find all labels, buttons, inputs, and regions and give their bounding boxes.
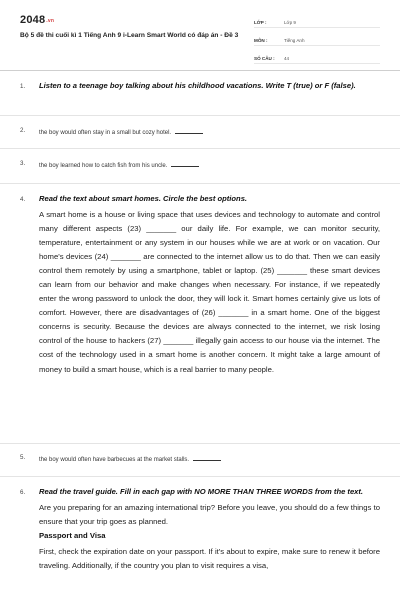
section-heading: Passport and Visa [39,530,106,540]
meta-label: MÔN : [254,38,268,43]
divider [0,148,400,149]
logo-text: 2048 [20,14,46,26]
question-title: Read the text about smart homes. Circle the best options. [39,194,248,203]
site-logo[interactable] [20,14,54,26]
meta-label: LỚP : [254,20,267,25]
question-text: the boy would often stay in a small but cozy hotel. [39,130,172,136]
document-title: Bộ 5 đề thi cuối kì 1 Tiếng Anh 9 i-Learn Smart World có đáp án - Đề 3 [20,32,239,39]
question-5 [20,454,380,465]
question-number: 4. [20,196,26,203]
divider [0,443,400,444]
answer-blank[interactable] [175,127,203,134]
question-number: 6. [20,489,26,496]
divider [0,115,400,116]
answer-blank[interactable] [193,454,221,461]
guide-intro: Are you preparing for an amazing international trip? Before you leave, you should do a few things to ensure that your trip goes as planned. [39,502,380,526]
meta-label: SỐ CÂU : [254,56,275,61]
divider [0,476,400,477]
meta-info [254,14,380,68]
question-1 [20,80,380,93]
question-2 [20,127,380,138]
meta-value: 44 [284,56,290,61]
document-header [0,0,400,64]
question-6 [20,486,380,573]
question-title: Read the travel guide. Fill in each gap with NO MORE THAN THREE WORDS from the text. [39,487,364,496]
meta-value: Tiếng Anh [284,38,305,43]
reading-passage: A smart home is a house or living space that uses devices and technology to automate and control many different aspects (23) _______ our daily life. For example, we can monitor security, temperature, entertainment or any system in our houses while we are at work or on vacation. Our home's devices (24) _______ are connected to the internet allow us to do that. Then we can easily control them remotely by using a smartphone, tablet or laptop. (25) _______ these smart devices can learn from our behavior and make changes when necessary. For instance, if we repeatedly enter the wrong password to unlock the door, they will lock it. Smart homes certainly give us lots of comfort. However, there are disadvantages of (26) _______ in a smart home. One of the biggest concerns is security. Because the devices are always connected to the internet, we risk losing control of the house to hackers (27) _______ illegally gain access to our house via the internet. The cost of the technology used in a smart home is another concern. It might take a large amount of money to build a smart house, which is a real barrier to many people. [39,209,380,374]
question-text: the boy would often have barbecues at the market stalls. [39,457,190,463]
question-number: 3. [20,160,26,167]
divider [0,183,400,184]
question-4 [20,193,380,377]
header-divider [0,70,400,71]
meta-row-subject [254,32,380,46]
question-number: 1. [20,83,26,90]
answer-blank[interactable] [171,160,199,167]
question-3 [20,160,380,171]
logo-tld: .vn [46,18,55,24]
meta-value: Lớp 9 [284,20,296,25]
question-number: 2. [20,127,26,134]
question-text: the boy learned how to catch fish from his uncle. [39,163,168,169]
question-number: 5. [20,454,26,461]
meta-row-count [254,50,380,64]
guide-paragraph: First, check the expiration date on your passport. If it's about to expire, make sure to renew it before traveling. Additionally, if the country you plan to visit requires a visa, [39,546,380,570]
meta-row-class [254,14,380,28]
question-text: Listen to a teenage boy talking about his childhood vacations. Write T (true) or F (false). [39,81,356,90]
